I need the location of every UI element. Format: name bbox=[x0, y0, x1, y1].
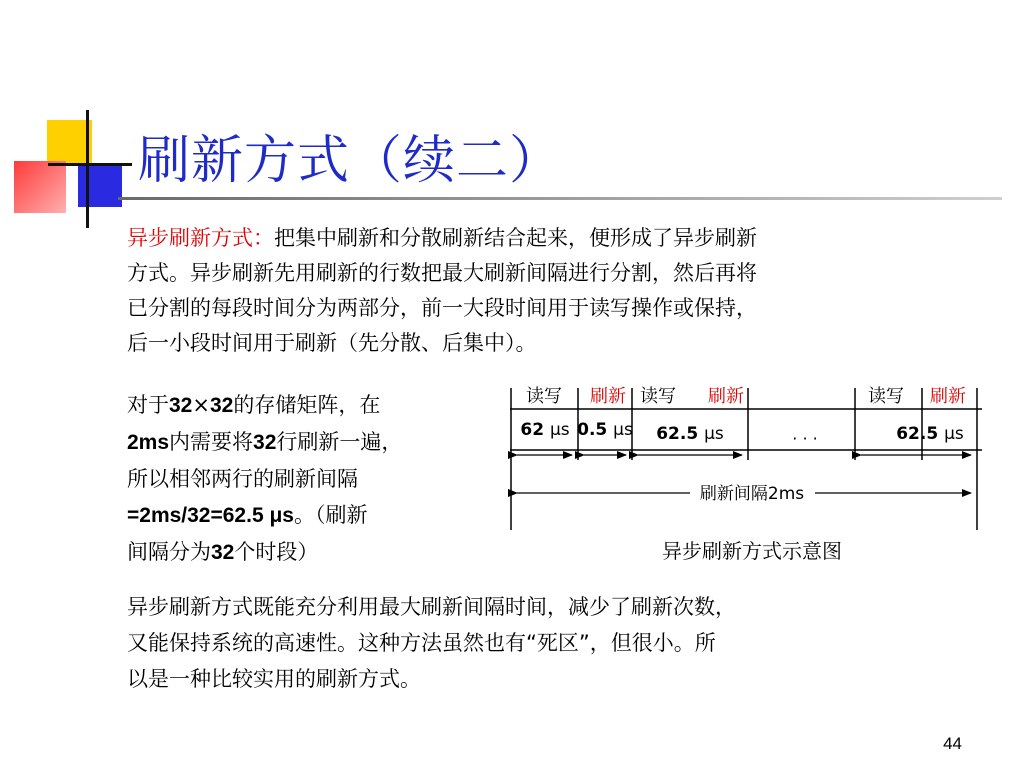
paragraph-conclusion bbox=[127, 589, 736, 697]
title-underline bbox=[118, 197, 1002, 200]
total-interval-label: 刷新间隔2ms bbox=[699, 484, 805, 504]
example-number: 32 bbox=[253, 431, 277, 454]
example-number: 32 bbox=[211, 541, 235, 564]
deco-vertical-line bbox=[86, 110, 89, 228]
para1-line-1: 把集中刷新和分散刷新结合起来，便形成了异步刷新 bbox=[274, 226, 757, 250]
async-refresh-label: 异步刷新方式： bbox=[127, 226, 274, 250]
page-number: 44 bbox=[943, 734, 962, 753]
example-text: 个时段） bbox=[234, 540, 319, 564]
deco-red-square bbox=[14, 161, 66, 213]
times-sign: × bbox=[192, 393, 210, 417]
segment-label-refresh: 刷新 bbox=[930, 386, 966, 407]
segment-label-refresh: 刷新 bbox=[590, 386, 626, 407]
example-text: 对于 bbox=[127, 393, 169, 417]
async-refresh-timing-diagram bbox=[505, 380, 985, 570]
segment-label-rw: 读写 bbox=[640, 386, 676, 407]
example-text: 内需要将 bbox=[169, 430, 254, 454]
para3-line-2: 又能保持系统的高速性。这种方法虽然也有“死区”，但很小。所 bbox=[127, 631, 716, 655]
segment-label-refresh: 刷新 bbox=[708, 386, 744, 407]
example-text: 行刷新一遍， bbox=[276, 430, 403, 454]
deco-horizontal-line bbox=[48, 163, 132, 166]
segment-value: 0.5 μs bbox=[577, 420, 633, 440]
segment-value: 62.5 μs bbox=[656, 424, 724, 444]
example-text: 的存储矩阵，在 bbox=[233, 393, 381, 417]
deco-blue-square bbox=[78, 163, 122, 207]
para1-line-4: 后一小段时间用于刷新（先分散、后集中）。 bbox=[127, 331, 537, 355]
para1-line-3: 已分割的每段时间分为两部分，前一大段时间用于读写操作或保持， bbox=[127, 296, 757, 320]
segment-label-rw: 读写 bbox=[868, 386, 904, 407]
example-formula: =2ms/32=62.5 μs bbox=[127, 504, 294, 527]
paragraph-example bbox=[127, 387, 402, 571]
diagram-caption: 异步刷新方式示意图 bbox=[662, 539, 842, 563]
segment-label-rw: 读写 bbox=[526, 386, 562, 407]
example-text: 。（刷新 bbox=[294, 503, 368, 527]
example-number: 32 bbox=[169, 394, 193, 417]
example-number: 32 bbox=[209, 394, 234, 417]
segment-value: 62.5 μs bbox=[896, 424, 964, 444]
example-text: 所以相邻两行的刷新间隔 bbox=[127, 467, 358, 491]
para3-line-3: 以是一种比较实用的刷新方式。 bbox=[127, 667, 421, 691]
ellipsis: · · · bbox=[792, 429, 818, 448]
para3-line-1: 异步刷新方式既能充分利用最大刷新间隔时间，减少了刷新次数， bbox=[127, 595, 736, 619]
slide-title: 刷新方式（续二） bbox=[138, 131, 563, 191]
example-number: 2ms bbox=[127, 431, 170, 454]
example-text: 间隔分为 bbox=[127, 540, 211, 564]
paragraph-async-definition bbox=[127, 221, 757, 361]
para1-line-2: 方式。异步刷新先用刷新的行数把最大刷新间隔进行分割，然后再将 bbox=[127, 261, 757, 285]
segment-value: 62 μs bbox=[520, 420, 570, 440]
